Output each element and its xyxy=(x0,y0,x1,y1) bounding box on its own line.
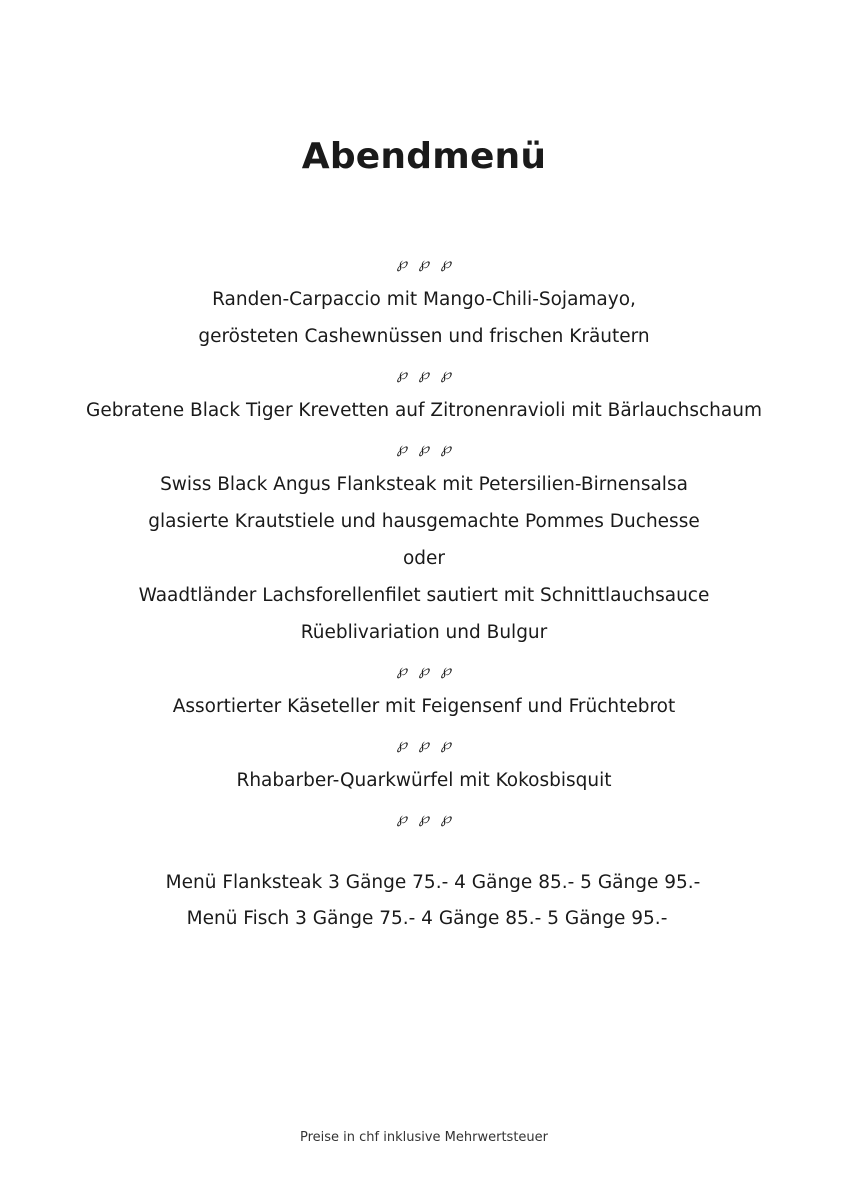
price-line-fisch: Menü Fisch 3 Gänge 75.- 4 Gänge 85.- 5 Gänge 95.- xyxy=(186,908,668,929)
price-line-flanksteak: Menü Flanksteak 3 Gänge 75.- 4 Gänge 85.- 5 Gänge 95.- xyxy=(165,872,701,893)
price-list xyxy=(0,865,848,937)
main-course-line: Rüeblivariation und Bulgur xyxy=(300,622,548,643)
ornament-icon: ℘ xyxy=(396,365,408,383)
menu-courses xyxy=(0,244,848,836)
ornament-icon: ℘ xyxy=(418,365,430,383)
main-course-line: Swiss Black Angus Flanksteak mit Petersilien-Birnensalsa xyxy=(160,474,688,495)
ornament-divider xyxy=(0,799,848,836)
ornament-icon: ℘ xyxy=(396,735,408,753)
ornament-icon: ℘ xyxy=(440,365,452,383)
ornament-icon: ℘ xyxy=(418,661,430,679)
footer-note: Preise in chf inklusive Mehrwertsteuer xyxy=(299,1130,549,1145)
ornament-icon: ℘ xyxy=(418,439,430,457)
ornament-divider xyxy=(0,725,848,762)
second-course-line: Gebratene Black Tiger Krevetten auf Zitronenravioli mit Bärlauchschaum xyxy=(85,400,762,421)
starter-line: Randen-Carpaccio mit Mango-Chili-Sojamayo, xyxy=(212,289,636,310)
ornament-icon: ℘ xyxy=(440,661,452,679)
ornament-icon: ℘ xyxy=(440,809,452,827)
main-course-line: Waadtländer Lachsforellenfilet sautiert mit Schnittlauchsauce xyxy=(138,585,710,606)
dessert-line: Rhabarber-Quarkwürfel mit Kokosbisquit xyxy=(236,770,612,791)
ornament-icon: ℘ xyxy=(418,809,430,827)
cheese-course-line: Assortierter Käseteller mit Feigensenf und Früchtebrot xyxy=(172,696,676,717)
ornament-icon: ℘ xyxy=(440,439,452,457)
ornament-icon: ℘ xyxy=(396,439,408,457)
ornament-divider xyxy=(0,244,848,281)
main-course-line: glasierte Krautstiele und hausgemachte Pommes Duchesse xyxy=(148,511,700,532)
ornament-divider xyxy=(0,429,848,466)
ornament-icon: ℘ xyxy=(418,254,430,272)
main-course-or: oder xyxy=(402,548,446,569)
ornament-icon: ℘ xyxy=(440,254,452,272)
page-title: Abendmenü xyxy=(301,136,547,177)
ornament-icon: ℘ xyxy=(396,254,408,272)
ornament-icon: ℘ xyxy=(440,735,452,753)
starter-line: gerösteten Cashewnüssen und frischen Kräutern xyxy=(198,326,650,347)
ornament-icon: ℘ xyxy=(396,661,408,679)
ornament-icon: ℘ xyxy=(418,735,430,753)
ornament-divider xyxy=(0,355,848,392)
ornament-divider xyxy=(0,651,848,688)
ornament-icon: ℘ xyxy=(396,809,408,827)
